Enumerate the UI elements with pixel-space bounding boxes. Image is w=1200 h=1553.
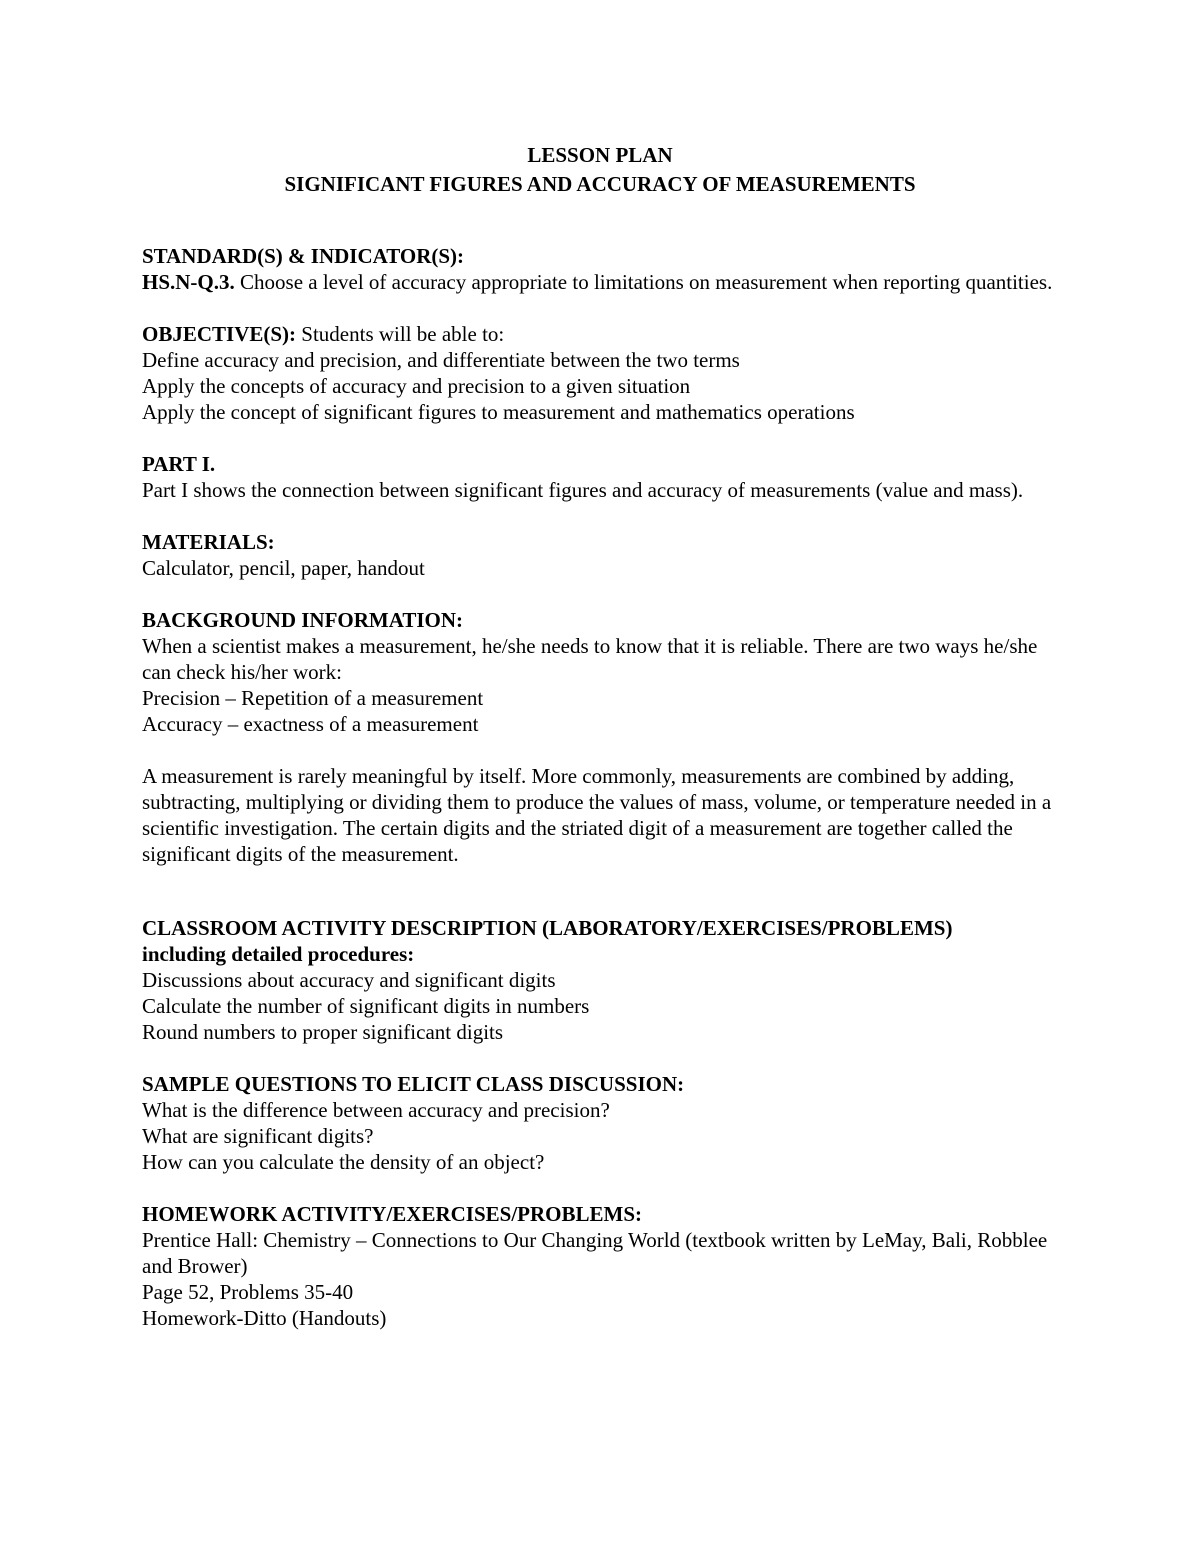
part1-heading: PART I. (142, 452, 216, 476)
objectives-heading: OBJECTIVE(S): (142, 322, 297, 346)
background-heading: BACKGROUND INFORMATION: (142, 608, 464, 632)
objectives-intro: Students will be able to: (296, 322, 505, 346)
materials-text: Calculator, pencil, paper, handout (142, 556, 425, 580)
part1-text: Part I shows the connection between significant figures and accuracy of measurements (value and mass). (142, 478, 1024, 502)
homework-pages: Page 52, Problems 35-40 (142, 1280, 354, 1304)
classroom-item: Round numbers to proper significant digits (142, 1020, 504, 1044)
objective-item: Apply the concept of significant figures to measurement and mathematics operations (142, 400, 855, 424)
document-content (142, 141, 1062, 1331)
objectives-heading-line (142, 321, 1062, 347)
standards-section (142, 243, 1062, 295)
classroom-subheading: including detailed procedures: (142, 942, 415, 966)
background-paragraph-1: When a scientist makes a measurement, he/she needs to know that it is reliable. There are two ways he/she can check his/her work: (142, 634, 1038, 684)
materials-heading: MATERIALS: (142, 530, 275, 554)
classroom-item: Calculate the number of significant digits in numbers (142, 994, 590, 1018)
standards-text (142, 269, 1062, 295)
homework-book: Prentice Hall: Chemistry – Connections to Our Changing World (textbook written by LeMay, Bali, Robblee and Brower) (142, 1228, 1048, 1278)
background-precision: Precision – Repetition of a measurement (142, 686, 484, 710)
homework-heading: HOMEWORK ACTIVITY/EXERCISES/PROBLEMS: (142, 1202, 643, 1226)
background-accuracy: Accuracy – exactness of a measurement (142, 712, 479, 736)
background-section (142, 607, 1062, 867)
classroom-heading: CLASSROOM ACTIVITY DESCRIPTION (LABORATORY/EXERCISES/PROBLEMS) (142, 916, 953, 940)
standards-heading: STANDARD(S) & INDICATOR(S): (142, 244, 465, 268)
question-item: What is the difference between accuracy and precision? (142, 1098, 610, 1122)
title-subject: SIGNIFICANT FIGURES AND ACCURACY OF MEASUREMENTS (284, 172, 916, 196)
homework-section (142, 1201, 1062, 1331)
standards-code: HS.N-Q.3. (142, 270, 235, 294)
title-lesson-plan: LESSON PLAN (527, 143, 673, 167)
materials-section (142, 529, 1062, 581)
objective-item: Apply the concepts of accuracy and precision to a given situation (142, 374, 691, 398)
question-item: What are significant digits? (142, 1124, 374, 1148)
objective-item: Define accuracy and precision, and differentiate between the two terms (142, 348, 740, 372)
classroom-section (142, 915, 1062, 1045)
background-paragraph-2: A measurement is rarely meaningful by itself. More commonly, measurements are combined by adding, subtracting, multiplying or dividing them to produce the values of mass, volume, or temperature needed in a scientific investigation. The certain digits and the striated digit of a measurement are together called the significant digits of the measurement. (142, 764, 1052, 866)
objectives-section (142, 321, 1062, 425)
standards-description: Choose a level of accuracy appropriate to limitations on measurement when reporting quantities. (234, 270, 1053, 294)
title-block (142, 141, 1058, 199)
classroom-item: Discussions about accuracy and significant digits (142, 968, 556, 992)
question-item: How can you calculate the density of an object? (142, 1150, 545, 1174)
part1-section (142, 451, 1062, 503)
questions-section (142, 1071, 1062, 1175)
homework-ditto: Homework-Ditto (Handouts) (142, 1306, 387, 1330)
questions-heading: SAMPLE QUESTIONS TO ELICIT CLASS DISCUSSION: (142, 1072, 685, 1096)
